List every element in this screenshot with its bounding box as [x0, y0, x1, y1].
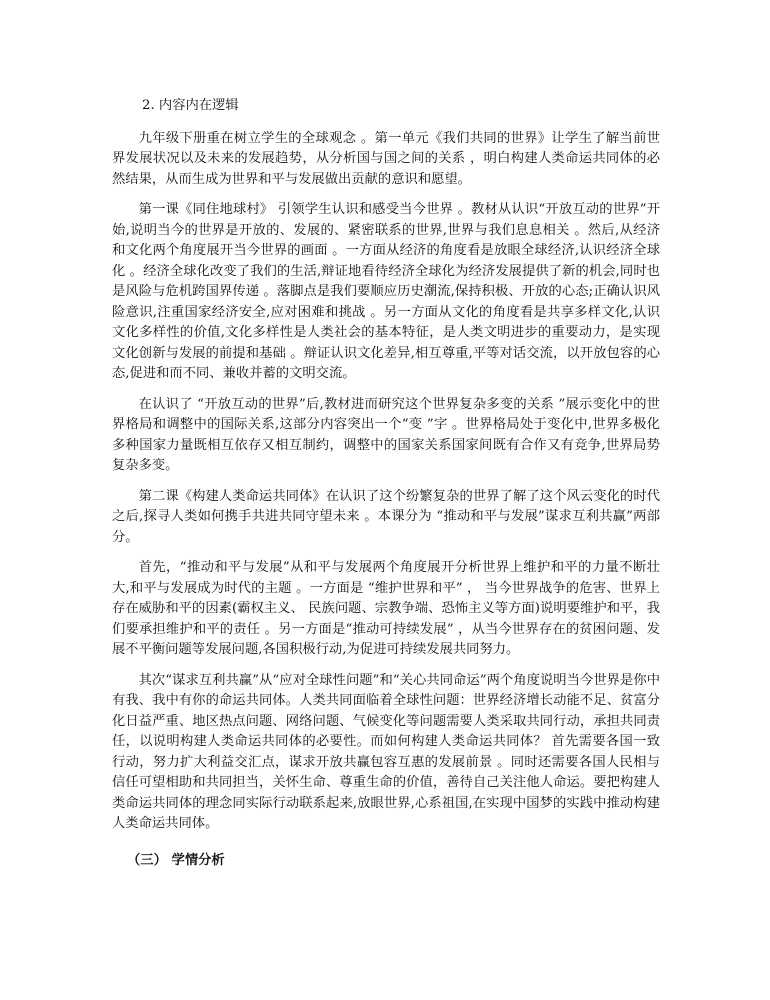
subsection-heading: （三） 学情分析 — [127, 852, 225, 868]
paragraph-2: 第一课《同住地球村》 引领学生认识和感受当今世界 。教材从认识“开放互动的世界”开始,说明当今的世界是开放的、发展的、紧密联系的世界,世界与我们息息相关 。然后,从经济和文化两个角度展开当今世界的画面 。一方面从经济的角度看是放眼全球经济,认识经济全球化 。经济全球化改变了我们的生活,辩证地看待经济全球化为经济发展提供了新的机会,同时也是风险与危机跨国界传递 。落脚点是我们要顺应历史潮流,保持积极、开放的心态;正确认识风险意识,注重国家经济安全,应对困难和挑战 。另一方面从文化的角度看是共享多样文化,认识文化多样性的价值,文化多样性是人类社会的基本特征，是人类文明进步的重要动力，是实现文化创新与发展的前提和基础 。辩证认识文化差异,相互尊重,平等对话交流，以开放包容的心态,促进和而不同、兼收并蓄的文明交流。 — [112, 202, 660, 381]
section-heading: 2. 内容内在逻辑 — [142, 98, 239, 113]
paragraph-5: 首先，“推动和平与发展”从和平与发展两个角度展开分析世界上维护和平的力量不断壮大,和平与发展成为时代的主题 。一方面是 “维护世界和平” ， 当今世界战争的危害、世界上存在威胁和平的因素(霸权主义、 民族问题、宗教争端、恐怖主义等方面)说明要维护和平，我们要承担维护和平的责任 。另一方面是“推动可持续发展” ，从当今世界存在的贫困问题、发展不平衡问题等发展问题,各国积极行动,为促进可持续发展共同努力。 — [112, 560, 660, 657]
paragraph-4: 第二课《构建人类命运共同体》在认识了这个纷繁复杂的世界了解了这个风云变化的时代之后,探寻人类如何携手共进共同守望未来 。本课分为 “推动和平与发展”谋求互利共赢”两部分。 — [112, 488, 660, 545]
paragraph-6: 其次“谋求互利共赢”从“应对全球性问题”和“关心共同命运”两个角度说明当今世界是你中有我、我中有你的命运共同体。人类共同面临着全球性问题：世界经济增长动能不足、贫富分化日益严重、地区热点问题、网络问题、气候变化等问题需要人类采取共同行动，承担共同责任，以说明构建人类命运共同体的必要性。而如何构建人类命运共同体？ 首先需要各国一致行动，努力扩大利益交汇点，谋求开放共赢包容互惠的发展前景 。同时还需要各国人民相与信任可望相助和共同担当，关怀生命、尊重生命的价值，善待自己关注他人命运。要把构建人类命运共同体的理念同实际行动联系起来,放眼世界,心系祖国,在实现中国梦的实践中推动构建人类命运共同体。 — [112, 672, 660, 831]
paragraph-1: 九年级下册重在树立学生的全球观念 。第一单元《我们共同的世界》让学生了解当前世界发展状况以及未来的发展趋势，从分析国与国之间的关系 ，明白构建人类命运共同体的必然结果，从而生成为世界和平与发展做出贡献的意识和愿望。 — [112, 130, 660, 187]
paragraph-3: 在认识了 “开放互动的世界”后,教材进而研究这个世界复杂多变的关系 ”展示变化中的世界格局和调整中的国际关系,这部分内容突出一个“变 ”字 。世界格局处于变化中,世界多极化多种国家力量既相互依存又相互制约，调整中的国家关系国家间既有合作又有竞争,世界局势复杂多变。 — [112, 396, 660, 473]
document-body — [112, 96, 660, 871]
